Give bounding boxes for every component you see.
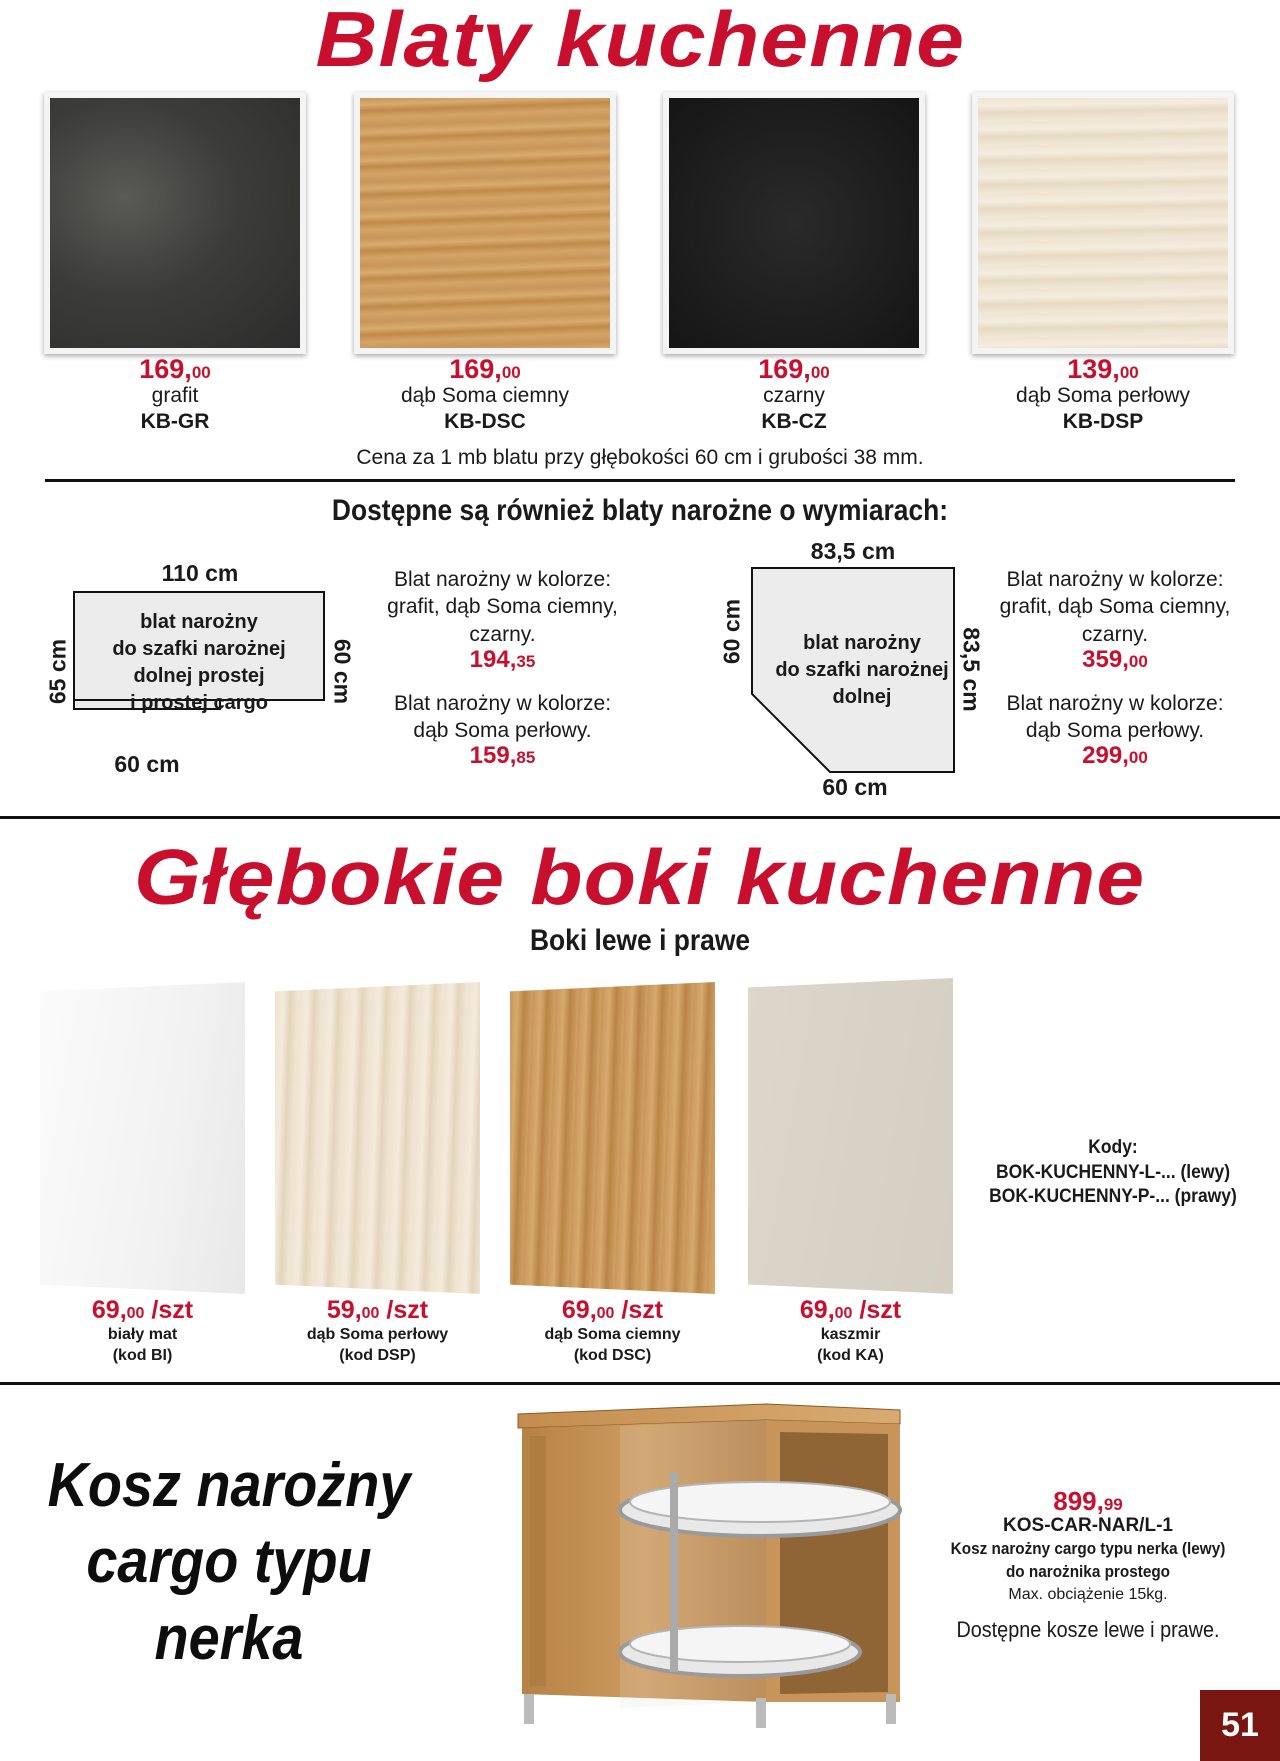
corner-heading: Dostępne są również blaty narożne o wymiarach: <box>331 494 949 527</box>
corner-desc-left: Blat narożny w kolorze: grafit, dąb Soma ciemny, czarny. 194,35 Blat narożny w kolorze: dąb Soma perłowy. 159,85 <box>370 566 635 768</box>
side-panel-dab-soma-ciemny <box>510 982 715 1294</box>
side-panel-item-dab-soma-ciemny <box>510 1296 715 1367</box>
price: 299,00 <box>1082 742 1148 770</box>
countertop-item-dab-soma-perlowy <box>972 356 1234 436</box>
product-code: KB-DSP <box>1062 410 1144 434</box>
color-label: biały mat <box>107 1326 178 1343</box>
dim-left: 65 cm <box>44 638 71 705</box>
cargo-cabinet-illustration <box>510 1402 930 1732</box>
cargo-basket-image <box>510 1402 930 1732</box>
price: 69,00 /szt <box>91 1296 194 1324</box>
countertop-item-grafit <box>44 356 306 436</box>
side-panel-item-kaszmir <box>748 1296 953 1367</box>
corner-desc-right: Blat narożny w kolorze: grafit, dąb Soma ciemny, czarny. 359,00 Blat narożny w kolorze: dąb Soma perłowy. 299,00 <box>995 566 1235 768</box>
price: 169,00 <box>449 354 521 384</box>
dim-right: 60 cm <box>329 638 356 705</box>
color-label: dąb Soma ciemny <box>544 1326 681 1343</box>
side-panel-bialy-mat <box>40 982 245 1294</box>
product-code: KB-GR <box>140 410 210 434</box>
color-label: dąb Soma perłowy <box>1016 384 1190 407</box>
countertop-item-dab-soma-ciemny <box>354 356 616 436</box>
dim-left: 60 cm <box>718 598 745 665</box>
product-code: KOS-CAR-NAR/L-1 <box>1003 1515 1173 1536</box>
divider <box>0 1382 1280 1385</box>
corner-diagram-left <box>40 560 360 777</box>
color-label: grafit <box>151 384 199 407</box>
section-title-boki: Głębokie boki kuchenne <box>134 833 1146 921</box>
side-panel-item-bialy-mat <box>40 1296 245 1367</box>
swatch-czarny <box>663 92 925 354</box>
swatch-dab-soma-ciemny <box>354 92 616 354</box>
section-title-kosz: Kosz narożny cargo typu nerka <box>47 1451 411 1673</box>
availability-note: Dostępne kosze lewe i prawe. <box>956 1617 1220 1643</box>
price: 139,00 <box>1067 354 1139 384</box>
price: 169,00 <box>758 354 830 384</box>
side-panel-codes: Kody: BOK-KUCHENNY-L-... (lewy) BOK-KUCHENNY-P-... (prawy) <box>989 1137 1237 1208</box>
product-code: KB-DSC <box>444 410 526 434</box>
corner-inner-text: blat narożny do szafki narożnej dolnej <box>775 632 949 708</box>
dim-top: 110 cm <box>161 560 239 586</box>
divider <box>45 479 1235 482</box>
product-description: Kosz narożny cargo typu nerka (lewy) do narożnika prostego <box>950 1538 1226 1581</box>
corner-inner-text: blat narożny do szafki narożnej dolnej prostej i prostej cargo <box>112 611 286 714</box>
side-panel-dab-soma-perlowy <box>275 982 480 1294</box>
product-code: (kod KA) <box>817 1346 884 1364</box>
product-code: KB-CZ <box>761 410 827 434</box>
price: 169,00 <box>139 354 211 384</box>
dim-bottom: 60 cm <box>822 774 888 800</box>
dim-right: 83,5 cm <box>958 627 985 712</box>
side-panel-kaszmir <box>748 978 953 1294</box>
color-label: czarny <box>763 384 825 407</box>
price-note: Cena za 1 mb blatu przy głębokości 60 cm i grubości 38 mm. <box>356 446 924 469</box>
dim-bottom: 60 cm <box>114 751 180 777</box>
color-label: dąb Soma perłowy <box>306 1326 449 1343</box>
price: 69,00 /szt <box>799 1296 902 1324</box>
color-label: dąb Soma ciemny <box>400 384 570 407</box>
corner-diagram-right <box>720 538 990 798</box>
boki-subtitle: Boki lewe i prawe <box>529 924 751 957</box>
cargo-basket-details <box>918 1488 1258 1643</box>
color-label: kaszmir <box>820 1326 881 1343</box>
price: 69,00 /szt <box>561 1296 664 1324</box>
price: 194,35 <box>469 645 536 673</box>
price: 159,85 <box>469 742 536 770</box>
section-title-blaty: Blaty kuchenne <box>315 0 965 83</box>
load-capacity: Max. obciążenie 15kg. <box>1008 1585 1168 1603</box>
side-panel-item-dab-soma-perlowy <box>275 1296 480 1367</box>
dim-top: 83,5 cm <box>810 538 896 564</box>
product-code: (kod DSC) <box>573 1346 652 1364</box>
page-number: 51 <box>1200 1690 1280 1761</box>
divider <box>0 816 1280 819</box>
product-code: (kod BI) <box>112 1346 173 1364</box>
price: 59,00 /szt <box>326 1296 429 1324</box>
swatch-grafit <box>44 92 306 354</box>
swatch-dab-soma-perlowy <box>972 92 1234 354</box>
price: 359,00 <box>1082 645 1148 673</box>
countertop-item-czarny <box>663 356 925 436</box>
product-code: (kod DSP) <box>339 1346 416 1364</box>
price: 899,99 <box>1053 1486 1123 1516</box>
